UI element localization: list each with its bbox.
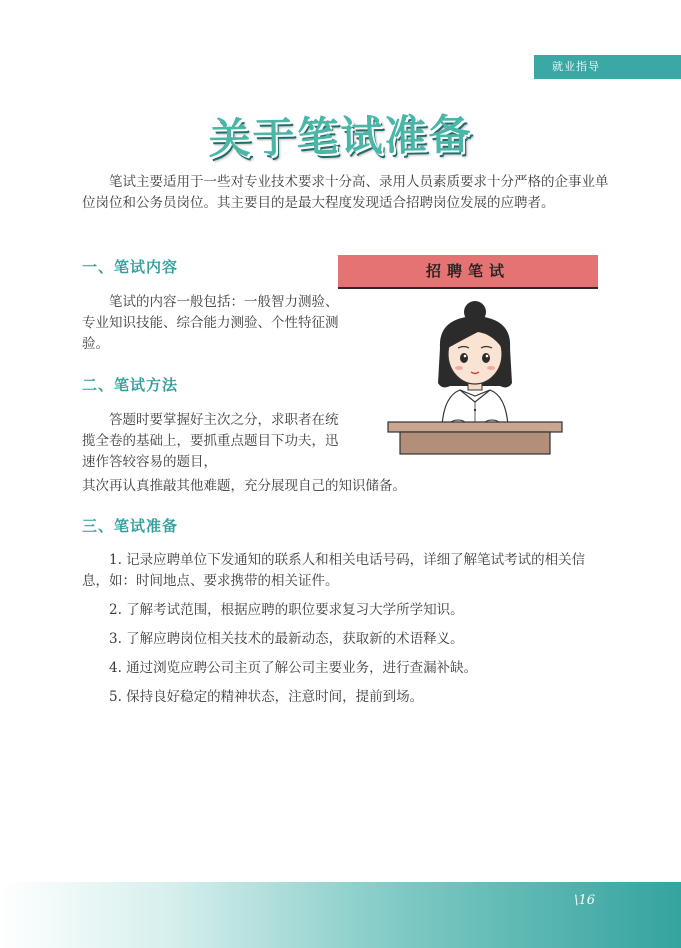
- list-item: 1. 记录应聘单位下发通知的联系人和相关电话号码，详细了解笔试考试的相关信息，如：时间地点、要求携带的相关证件。: [82, 552, 586, 589]
- list-item: 3. 了解应聘岗位相关技术的最新动态，获取新的术语释义。: [109, 631, 464, 647]
- exam-girl-illustration: [380, 298, 570, 458]
- section-text-method-cont: 其次再认真推敲其他难题，充分展现自己的知识储备。: [82, 478, 406, 494]
- section-text-content: 笔试的内容一般包括：一般智力测验、专业知识技能、综合能力测验、个性特征测验。: [82, 294, 339, 352]
- section-text-method: 答题时要掌握好主次之分，求职者在统揽全卷的基础上，要抓重点题目下功夫，迅速作答较容易的题目，: [82, 412, 339, 470]
- section-heading-content: 一、笔试内容: [82, 258, 179, 276]
- list-item: 4. 通过浏览应聘公司主页了解公司主要业务，进行查漏补缺。: [109, 660, 478, 676]
- page-number: \16: [574, 893, 595, 908]
- prep-list: [82, 550, 610, 716]
- list-item: 5. 保持良好稳定的精神状态，注意时间，提前到场。: [109, 689, 424, 705]
- footer-band: [0, 882, 681, 948]
- list-item: 2. 了解考试范围，根据应聘的职位要求复习大学所学知识。: [109, 602, 464, 618]
- illustration-banner: 招聘笔试: [338, 255, 598, 289]
- section-heading-prep: 三、笔试准备: [82, 517, 179, 535]
- section-heading-method: 二、笔试方法: [82, 376, 179, 394]
- page-title: 关于笔试准备: [208, 109, 473, 164]
- section-tab: 就业指导: [534, 55, 681, 79]
- intro-paragraph: 笔试主要适用于一些对专业技术要求十分高、录用人员素质要求十分严格的企事业单位岗位和公务员岗位。其主要目的是最大程度发现适合招聘岗位发展的应聘者。: [82, 174, 609, 211]
